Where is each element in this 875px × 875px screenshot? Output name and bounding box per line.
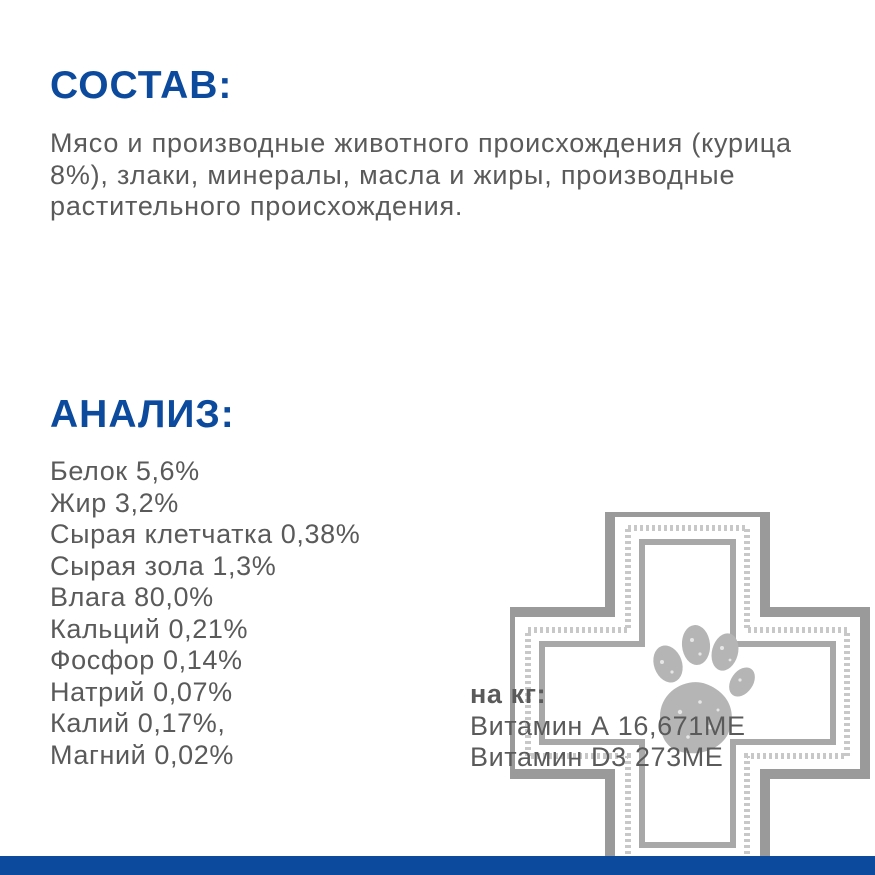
analysis-list xyxy=(50,456,360,771)
analysis-item: Сырая зола 1,3% xyxy=(50,550,277,581)
vitamin-item: Витамин D3 273МЕ xyxy=(470,742,724,772)
analysis-item: Белок 5,6% xyxy=(50,456,200,486)
analysis-item: Кальций 0,21% xyxy=(50,613,249,644)
bottom-bar xyxy=(0,856,875,875)
composition-text: Мясо и производные животного происхождения (курица 8%), злаки, минералы, масла и жиры, производные растительного происхождения. xyxy=(50,128,792,221)
per-kg-title: на кг: xyxy=(470,679,547,709)
analysis-item: Жир 3,2% xyxy=(50,487,179,518)
analysis-item: Калий 0,17%, xyxy=(50,708,226,738)
per-kg-block xyxy=(470,679,746,774)
analysis-item: Натрий 0,07% xyxy=(50,676,233,707)
analysis-item: Магний 0,02% xyxy=(50,739,234,770)
analysis-item: Сырая клетчатка 0,38% xyxy=(50,519,361,549)
analysis-heading: АНАЛИЗ: xyxy=(50,393,235,436)
composition-heading: СОСТАВ: xyxy=(50,64,233,107)
analysis-item: Фосфор 0,14% xyxy=(50,645,243,675)
vitamin-item: Витамин А 16,671МЕ xyxy=(470,710,746,741)
analysis-item: Влага 80,0% xyxy=(50,582,214,612)
